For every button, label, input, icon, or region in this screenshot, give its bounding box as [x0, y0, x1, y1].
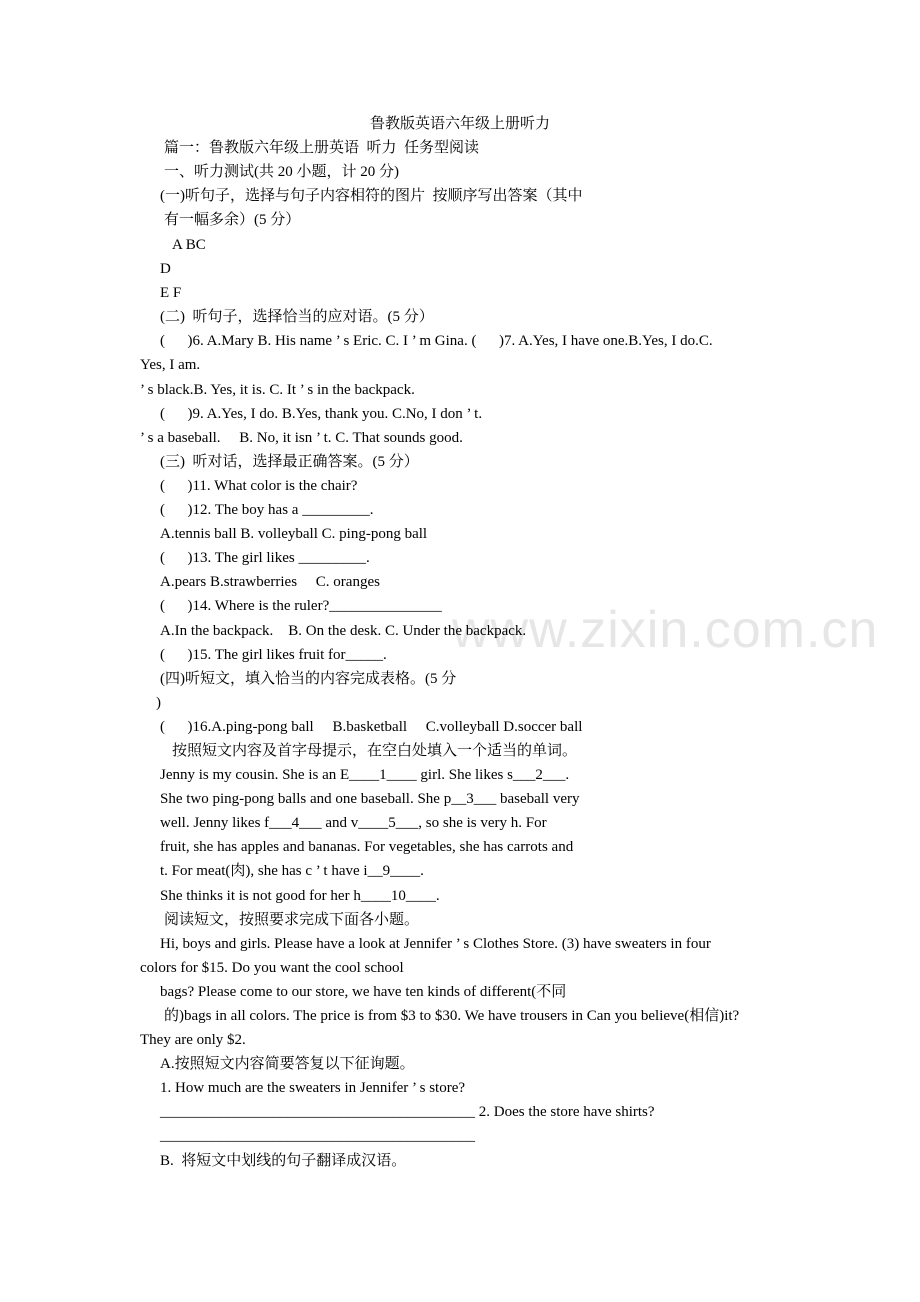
question-line: ( )14. Where is the ruler?_______________ — [160, 598, 442, 614]
section-heading: 篇一：鲁教版六年级上册英语 听力 任务型阅读 — [164, 140, 480, 156]
question-line: ( )15. The girl likes fruit for_____. — [160, 647, 387, 663]
question-line: ( )9. A.Yes, I do. B.Yes, thank you. C.No, I don ’ t. — [160, 406, 483, 422]
passage-line: They are only $2. — [140, 1032, 246, 1048]
picture-labels: D — [160, 261, 171, 277]
question-line: 1. How much are the sweaters in Jennifer ’ s store? — [160, 1080, 466, 1096]
instruction-line: 阅读短文，按照要求完成下面各小题。 — [164, 912, 420, 928]
question-line: ( )13. The girl likes _________. — [160, 550, 370, 566]
instruction-line: A.按照短文内容简要答复以下征询题。 — [160, 1056, 415, 1072]
picture-labels: E F — [160, 285, 182, 301]
passage-line: fruit, she has apples and bananas. For vegetables, she has carrots and — [160, 839, 574, 855]
question-line: ( )16.A.ping-pong ball B.basketball C.volleyball D.soccer ball — [160, 719, 583, 735]
question-line: ’ s a baseball. B. No, it isn ’ t. C. That sounds good. — [140, 430, 463, 446]
answer-options: A.tennis ball B. volleyball C. ping-pong ball — [160, 526, 428, 542]
instruction-line: (二) 听句子，选择恰当的应对语。(5 分） — [160, 309, 434, 325]
passage-line: bags? Please come to our store, we have ten kinds of different(不同 — [160, 984, 567, 1000]
answer-options: A.pears B.strawberries C. oranges — [160, 574, 380, 590]
passage-line: She two ping-pong balls and one baseball. She p__3___ baseball very — [160, 791, 580, 807]
instruction-line: (四)听短文，填入恰当的内容完成表格。(5 分 — [160, 671, 457, 687]
question-line: __________________________________________ 2. Does the store have shirts? — [160, 1104, 655, 1120]
instruction-line: (三) 听对话，选择最正确答案。(5 分） — [160, 454, 419, 470]
question-line: ’ s black.B. Yes, it is. C. It ’ s in the backpack. — [140, 382, 415, 398]
question-line: ( )11. What color is the chair? — [160, 478, 358, 494]
passage-line: well. Jenny likes f___4___ and v____5___, so she is very h. For — [160, 815, 547, 831]
passage-line: colors for $15. Do you want the cool school — [140, 960, 404, 976]
question-line: ( )6. A.Mary B. His name ’ s Eric. C. I ’ m Gina. ( )7. A.Yes, I have one.B.Yes, I do.C. — [160, 333, 713, 349]
question-line: Yes, I am. — [140, 357, 201, 373]
passage-line: Hi, boys and girls. Please have a look at Jennifer ’ s Clothes Store. (3) have sweaters in four — [160, 936, 711, 952]
question-line: ( )12. The boy has a _________. — [160, 502, 374, 518]
passage-line: She thinks it is not good for her h____10____. — [160, 888, 440, 904]
picture-labels: A BC — [172, 237, 206, 253]
watermark: www.zixin.com.cn — [452, 601, 879, 659]
passage-line: 的)bags in all colors. The price is from $3 to $30. We have trousers in Can you believe(相信)it? — [164, 1008, 740, 1024]
answer-options: A.In the backpack. B. On the desk. C. Under the backpack. — [160, 623, 527, 639]
answer-blank-line: __________________________________________ — [160, 1128, 475, 1144]
part-heading: 一、听力测试(共 20 小题，计 20 分) — [164, 164, 399, 180]
instruction-line: ) — [156, 695, 161, 711]
passage-line: Jenny is my cousin. She is an E____1____ girl. She likes s___2___. — [160, 767, 570, 783]
instruction-line: 有一幅多余）(5 分） — [164, 212, 301, 228]
instruction-line: B. 将短文中划线的句子翻译成汉语。 — [160, 1153, 407, 1169]
document-title: 鲁教版英语六年级上册听力 — [369, 116, 550, 132]
instruction-line: (一)听句子，选择与句子内容相符的图片 按顺序写出答案（其中 — [160, 188, 583, 204]
passage-line: t. For meat(肉), she has c ’ t have i__9____. — [160, 863, 424, 879]
instruction-line: 按照短文内容及首字母提示，在空白处填入一个适当的单词。 — [172, 743, 578, 759]
